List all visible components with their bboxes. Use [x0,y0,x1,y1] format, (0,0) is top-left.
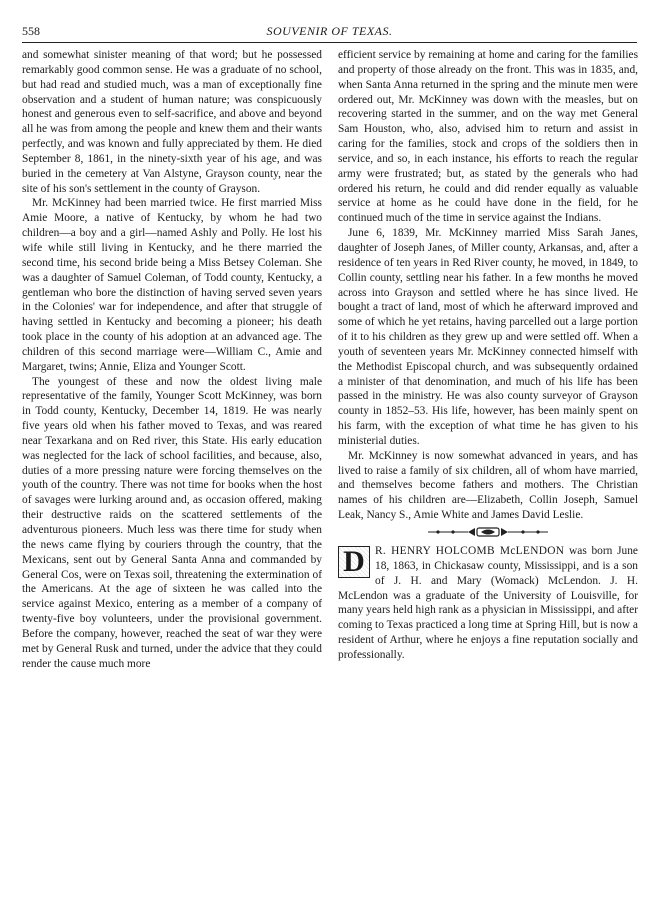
drop-cap: D [338,546,370,578]
paragraph: Mr. McKinney had been married twice. He first married Miss Amie Moore, a native of Kentucky, by whom he had two children—a boy and a girl—named Ashly and Polly. He lost his wife while still living in Kentucky, and he there married the second time, his second bride being a Miss Betsey Coleman. She was a daughter of Samuel Coleman, of Todd county, Kentucky, a gentleman who bore the distinction of having served seven years in the Colonies' war for independence, and after that struggle of having settled in Kentucky and becoming a pioneer; his death took place in the county of his adoption at an advanced age. The children of this second marriage were—William C., Amie and Margaret, twins; Annie, Eliza and Younger Scott. [22,197,322,373]
right-column [338,48,638,880]
paragraph: June 6, 1839, Mr. McKinney married Miss Sarah Janes, daughter of Joseph Janes, of Miller county, Arkansas, and, after a residence of ten years in Red River county, he moved, in 1849, to Collin county, settling near his father. In a few months he moved across into Grayson and settled where he has since lived. He bought a tract of land, most of which he afterward improved and some of which he yet retains, having parcelled out a large portion of it to his children as they grew up and were settled off. When a youth of seventeen years Mr. McKinney connected himself with the Methodist Episcopal church, and was subsequently ordained a minister of that denomination, and much of his life has been passed in the ministry. He was also county surveyor of Grayson county in 1852–53. His life, however, has been mainly spent on his farm, with the exception of what time he has given to his ministerial duties. [338,227,638,447]
paragraph: Mr. McKinney is now somewhat advanced in years, and has lived to raise a family of six children, all of whom have married, and themselves become fathers and mothers. The Christian names of his children are—Elizabeth, Collin Joseph, Samuel Leak, Nancy S., Amie White and James David Leslie. [338,449,638,522]
paragraph: The youngest of these and now the oldest living male representative of the family, Younger Scott McKinney, was born in Todd county, Kentucky, December 14, 1819. He was nearly five years old when his father moved to Texas, and was reared near Texarkana and on Red river, this State. His early education was neglected for the lack of school facilities, and because, also, duties of a more pressing nature were forcing themselves on the youth of the country. There was not time for books when the host of savages were lurking around and, as occasion offered, making their destructive raids on the scattered settlements of the adventurous pioneers. Much less was there time for study when the news came flying by couriers through the country, that the Mexicans, sent out by General Santa Anna and commanded by General Cos, were on Texas soil, threatening the extermination of the Americans. At the age of sixteen he was called into the service against Mexico, entering as a member of a company of twenty-five boy volunteers, under the provisional government. Before the company, however, reached the seat of war they were met by General Rusk and turned, under the advice that they could render the cause much more [22,375,322,670]
bio-paragraph [338,544,638,663]
bio-text: was born June 18, 1863, in Chickasaw county, Mississippi, and is a son of J. H. and Mary (Womack) McLendon. J. H. McLendon was a graduate of the University of Louisville, for many years held high rank as a physician in Mississippi, and after coming to Texas practiced a long time at Spring Hill, but is now a resident of Arthur, where he enjoys a fine reputation socially and professionally. [338,545,638,661]
page-header [22,22,637,40]
left-column [22,48,322,880]
bio-entry [338,544,638,663]
paragraph: and somewhat sinister meaning of that word; but he possessed remarkably good common sense. He was a graduate of no school, but had read and studied much, was a man of exceptionally fine observation and a student of human nature; was conspicuously honest and generous even to self-sacrifice, and above and beyond all he was from among the people and knew them and their wants perfectly, and was known and fully appreciated by them. He died September 8, 1861, in the ninety-sixth year of his age, and was buried in the cemetery at Van Alstyne, Grayson county, near the site of his son's settlement in the county of Grayson. [22,49,322,195]
bio-lead: R. HENRY HOLCOMB McLENDON [375,545,565,557]
page-number: 558 [22,24,40,38]
paragraph: efficient service by remaining at home and caring for the families and property of those already on the front. This was in 1835, and, when Santa Anna returned in the spring and the minute men were ordered out, Mr. McKinney was down with the measles, but on recovering started in the summer, and on the way met General Sam Houston, who, also, advised him to return and assist in caring for the families, stock and crops of the soldiers then in service, and so, in each instance, his efforts to reach the regular army were frustrated; but, as stated by the generals who had ordered his return, he could and did render equally as valuable service at home as he could have done in the field, for he continued much of the time in service against the Indians. [338,49,638,225]
ornament-icon [423,526,553,538]
running-title: SOUVENIR OF TEXAS. [266,24,393,38]
header-rule [22,42,637,43]
section-divider-ornament [338,526,638,538]
